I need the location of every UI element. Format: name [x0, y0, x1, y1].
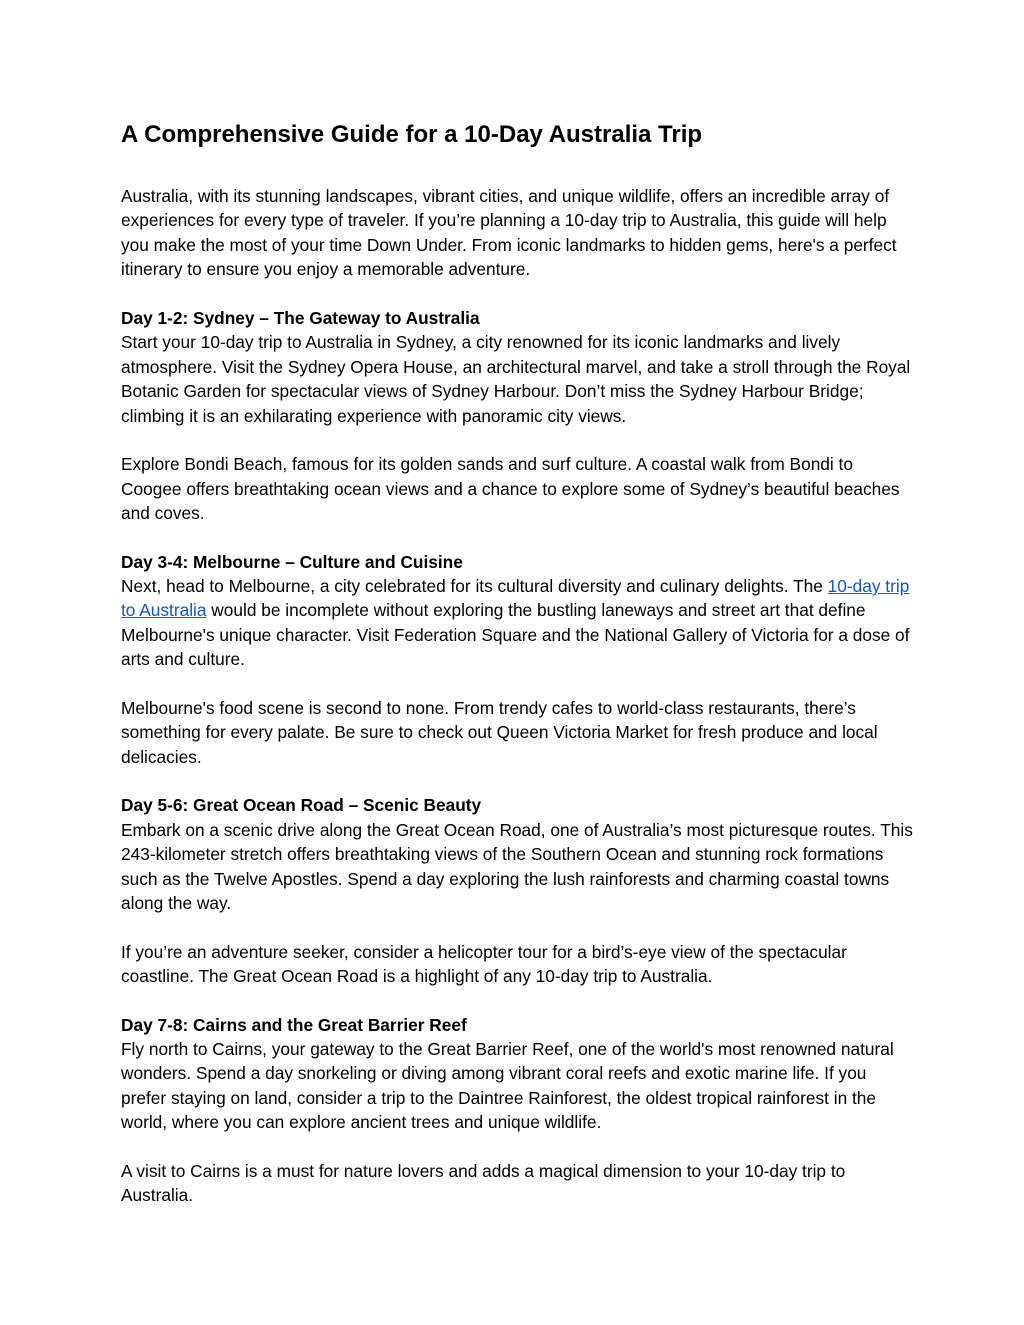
section-paragraph: Embark on a scenic drive along the Great Ocean Road, one of Australia’s most picturesque routes. This 243-kilometer stretch offers breathtaking views of the Southern Ocean and stunning rock formations such as the Twelve Apostles. Spend a day exploring the lush rainforests and charming coastal towns along the way.: [121, 819, 913, 913]
section-paragraph: Start your 10-day trip to Australia in Sydney, a city renowned for its iconic landmarks and lively atmosphere. Visit the Sydney Opera House, an architectural marvel, and take a stroll through the Royal Botanic Garden for spectacular views of Sydney Harbour. Don’t miss the Sydney Harbour Bridge; climbing it is an exhilarating experience with panoramic city views.: [121, 332, 911, 426]
paragraph-text: Next, head to Melbourne, a city celebrated for its cultural diversity and culinary delights. The: [121, 576, 828, 597]
section-heading: Day 3-4: Melbourne – Culture and Cuisine: [121, 551, 463, 572]
document-title: A Comprehensive Guide for a 10-Day Australia Trip: [121, 121, 703, 148]
section-paragraph: A visit to Cairns is a must for nature lovers and adds a magical dimension to your 10-day trip to Australia.: [121, 1160, 846, 1206]
section-melbourne: [121, 550, 914, 770]
section-paragraph: Explore Bondi Beach, famous for its golden sands and surf culture. A coastal walk from Bondi to Coogee offers breathtaking ocean views and a chance to explore some of Sydney’s beautiful beaches and coves.: [121, 454, 900, 524]
section-great-ocean-road: [121, 793, 914, 988]
section-paragraph: If you’re an adventure seeker, consider a helicopter tour for a bird’s-eye view of the spectacular coastline. The Great Ocean Road is a highlight of any 10-day trip to Australia.: [121, 941, 847, 987]
section-paragraph: Fly north to Cairns, your gateway to the Great Barrier Reef, one of the world's most renowned natural wonders. Spend a day snorkeling or diving among vibrant coral reefs and exotic marine life. If you prefer staying on land, consider a trip to the Daintree Rainforest, the oldest tropical rainforest in the world, where you can explore ancient trees and unique wildlife.: [121, 1038, 894, 1133]
section-cairns: [121, 1013, 914, 1208]
section-paragraph: Melbourne's food scene is second to none. From trendy cafes to world-class restaurants, there’s something for every palate. Be sure to check out Queen Victoria Market for fresh produce and local delicacies.: [121, 698, 878, 767]
section-paragraph: [121, 574, 914, 672]
section-sydney: [121, 306, 914, 526]
section-heading: Day 5-6: Great Ocean Road – Scenic Beauty: [121, 795, 482, 816]
section-heading: Day 1-2: Sydney – The Gateway to Australia: [121, 308, 480, 329]
trip-link[interactable]: 10-day trip to Australia: [121, 576, 910, 621]
section-heading: Day 7-8: Cairns and the Great Barrier Reef: [121, 1014, 467, 1035]
intro-paragraph: Australia, with its stunning landscapes, vibrant cities, and unique wildlife, offers an incredible array of experiences for every type of traveler. If you’re planning a 10-day trip to Australia, this guide will help you make the most of your time Down Under. From iconic landmarks to hidden gems, here's a perfect itinerary to ensure you enjoy a memorable adventure.: [121, 186, 897, 280]
paragraph-text: would be incomplete without exploring the bustling laneways and street art that define Melbourne's unique character. Visit Federation Square and the National Gallery of Victoria for a dose of arts and culture.: [121, 600, 910, 670]
